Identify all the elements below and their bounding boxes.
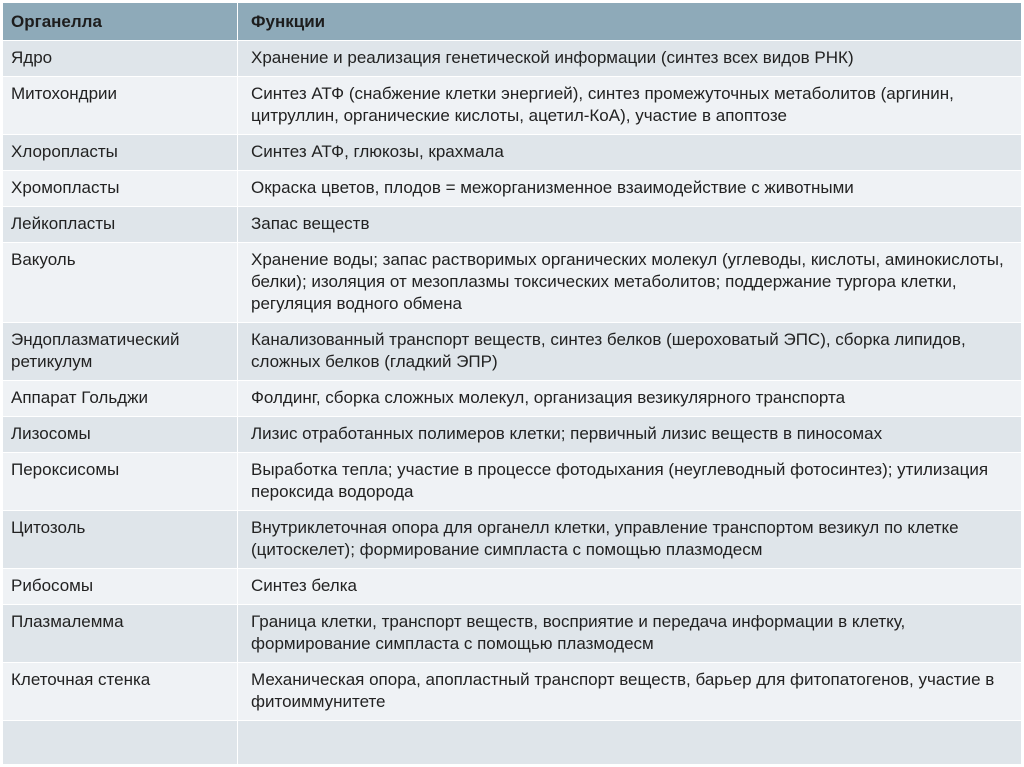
- table-row: [3, 453, 1022, 511]
- function-cell: Хранение воды; запас растворимых органических молекул (углеводы, кислоты, аминокислоты, белки); изоляция от мезоплазмы токсических метаболитов; поддержание тургора клетки, регуляция водного обмена: [238, 243, 1022, 323]
- table-row-empty: [3, 721, 1022, 765]
- function-cell: Лизис отработанных полимеров клетки; первичный лизис веществ в пиносомах: [238, 417, 1022, 453]
- table-row: [3, 243, 1022, 323]
- table-row: [3, 41, 1022, 77]
- function-cell: Окраска цветов, плодов = межорганизменное взаимодействие с животными: [238, 171, 1022, 207]
- organelle-cell: Лейкопласты: [3, 207, 238, 243]
- organelle-cell: Эндоплазматический ретикулум: [3, 323, 238, 381]
- table-row: [3, 569, 1022, 605]
- organelle-cell: Аппарат Гольджи: [3, 381, 238, 417]
- header-functions: Функции: [238, 3, 1022, 41]
- table-body: [3, 41, 1022, 765]
- function-cell: Синтез АТФ (снабжение клетки энергией), синтез промежуточных метаболитов (аргинин, цитруллин, органические кислоты, ацетил-КоА), участие в апоптозе: [238, 77, 1022, 135]
- organelle-cell: Пероксисомы: [3, 453, 238, 511]
- table-row: [3, 207, 1022, 243]
- organelle-cell-empty: [3, 721, 238, 765]
- table-row: [3, 511, 1022, 569]
- function-cell: Механическая опора, апопластный транспорт веществ, барьер для фитопатогенов, участие в фитоиммунитете: [238, 663, 1022, 721]
- function-cell-empty: [238, 721, 1022, 765]
- function-cell: Внутриклеточная опора для органелл клетки, управление транспортом везикул по клетке (цитоскелет); формирование симпласта с помощью плазмодесм: [238, 511, 1022, 569]
- table-header-row: [3, 3, 1022, 41]
- organelle-functions-table: [2, 2, 1022, 765]
- organelle-cell: Хромопласты: [3, 171, 238, 207]
- organelle-cell: Лизосомы: [3, 417, 238, 453]
- table-row: [3, 135, 1022, 171]
- table-row: [3, 323, 1022, 381]
- organelle-cell: Рибосомы: [3, 569, 238, 605]
- table-row: [3, 605, 1022, 663]
- organelle-cell: Плазмалемма: [3, 605, 238, 663]
- function-cell: Канализованный транспорт веществ, синтез белков (шероховатый ЭПС), сборка липидов, сложных белков (гладкий ЭПР): [238, 323, 1022, 381]
- function-cell: Фолдинг, сборка сложных молекул, организация везикулярного транспорта: [238, 381, 1022, 417]
- function-cell: Выработка тепла; участие в процессе фотодыхания (неуглеводный фотосинтез); утилизация пероксида водорода: [238, 453, 1022, 511]
- function-cell: Запас веществ: [238, 207, 1022, 243]
- table-row: [3, 663, 1022, 721]
- table-row: [3, 381, 1022, 417]
- function-cell: Синтез АТФ, глюкозы, крахмала: [238, 135, 1022, 171]
- organelle-cell: Вакуоль: [3, 243, 238, 323]
- organelle-cell: Ядро: [3, 41, 238, 77]
- organelle-cell: Клеточная стенка: [3, 663, 238, 721]
- organelle-table-container: [2, 2, 1021, 765]
- organelle-cell: Хлоропласты: [3, 135, 238, 171]
- function-cell: Синтез белка: [238, 569, 1022, 605]
- table-row: [3, 171, 1022, 207]
- table-row: [3, 77, 1022, 135]
- header-organelle: Органелла: [3, 3, 238, 41]
- organelle-cell: Цитозоль: [3, 511, 238, 569]
- table-row: [3, 417, 1022, 453]
- function-cell: Хранение и реализация генетической информации (синтез всех видов РНК): [238, 41, 1022, 77]
- function-cell: Граница клетки, транспорт веществ, восприятие и передача информации в клетку, формирование симпласта с помощью плазмодесм: [238, 605, 1022, 663]
- organelle-cell: Митохондрии: [3, 77, 238, 135]
